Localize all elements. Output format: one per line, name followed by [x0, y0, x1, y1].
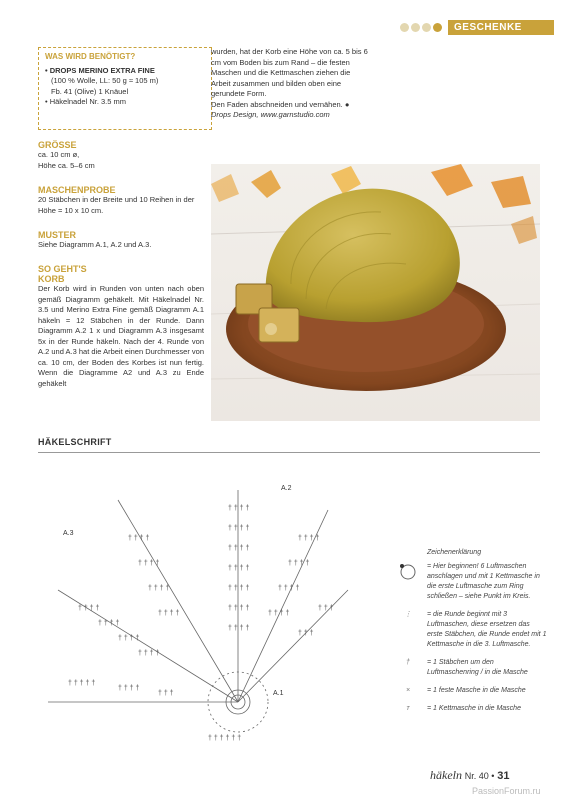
- svg-text:† † † †: † † † †: [268, 610, 290, 617]
- legend-text: = Hier beginnen! 6 Luftmaschen anschlagen und mit 1 Kettmasche in die erste Luftmasche zum Ring schließen – siehe Punkt im Kreis.: [427, 563, 540, 600]
- svg-text:† † † †: † † † †: [228, 585, 250, 592]
- size-heading: GRÖSSE: [38, 140, 77, 150]
- yarn-color: Fb. 41 (Olive) 1 Knäuel: [51, 86, 129, 96]
- legend-text: = 1 feste Masche in die Masche: [427, 687, 526, 694]
- hook-size: • Häkelnadel Nr. 3.5 mm: [45, 97, 126, 106]
- slip-stitch-icon: ᴛ: [406, 705, 410, 712]
- svg-text:† † † †: † † † †: [228, 605, 250, 612]
- yarn-composition: (100 % Wolle, LL: 50 g ≈ 105 m): [51, 76, 159, 85]
- legend: [397, 549, 547, 722]
- nav-dot: [411, 23, 420, 32]
- gauge-heading: MASCHENPROBE: [38, 185, 116, 195]
- svg-text:† † † †: † † † †: [158, 610, 180, 617]
- size-line1: ca. 10 cm ø,: [38, 150, 80, 159]
- diagram-label-a2: A.2: [281, 485, 292, 492]
- page-footer: [430, 768, 509, 783]
- legend-text: = 1 Kettmasche in die Masche: [427, 705, 521, 712]
- magic-ring-icon: [397, 562, 419, 602]
- materials-title: WAS WIRD BENÖTIGT?: [45, 52, 136, 61]
- svg-text:† † † †: † † † †: [228, 565, 250, 572]
- svg-text:† † † †: † † † †: [228, 525, 250, 532]
- svg-text:† † † †: † † † †: [148, 585, 170, 592]
- svg-text:† † † †: † † † †: [118, 685, 140, 692]
- legend-item: [397, 562, 547, 602]
- svg-text:† † † †: † † † †: [228, 545, 250, 552]
- legend-text: = 1 Stäbchen um den Luftmaschenring / in die Masche: [427, 659, 528, 676]
- chain-start-icon: ⋮: [404, 611, 412, 618]
- materials-box: [38, 47, 212, 130]
- basket-photo: [211, 164, 540, 421]
- diagram-label-a1: A.1: [273, 690, 284, 697]
- pattern-heading: MUSTER: [38, 230, 76, 240]
- legend-item: [397, 658, 547, 678]
- pattern-section: [38, 230, 204, 251]
- legend-item: [397, 704, 547, 714]
- gauge-text: 20 Stäbchen in der Breite und 10 Reihen in der Höhe = 10 x 10 cm.: [38, 195, 195, 215]
- magazine-name: häkeln: [430, 768, 462, 782]
- double-crochet-icon: †: [406, 659, 410, 666]
- page-number: 31: [497, 770, 510, 782]
- svg-text:† † † †: † † † †: [228, 505, 250, 512]
- svg-text:† † † †: † † † †: [138, 650, 160, 657]
- single-crochet-icon: ×: [405, 687, 411, 694]
- svg-text:† † † †: † † † †: [138, 560, 160, 567]
- svg-text:† † † †: † † † †: [278, 585, 300, 592]
- continuation-text: [211, 47, 371, 121]
- finish-line: Den Faden abschneiden und vernähen. ●: [211, 99, 350, 109]
- basket-photo-illustration: [211, 164, 540, 421]
- crochet-diagram: [38, 470, 378, 780]
- svg-text:† † † †: † † † †: [288, 560, 310, 567]
- pattern-text: Siehe Diagramm A.1, A.2 und A.3.: [38, 240, 152, 249]
- issue-number: Nr. 40 •: [464, 771, 495, 781]
- svg-text:† † † †: † † † †: [78, 605, 100, 612]
- svg-text:† † † † † †: † † † † † †: [208, 735, 242, 742]
- svg-text:† † †: † † †: [298, 630, 314, 637]
- nav-dot: [400, 23, 409, 32]
- nav-dot: [433, 23, 442, 32]
- header-bar: [400, 20, 554, 35]
- legend-text: = die Runde beginnt mit 3 Luftmaschen, diese ersetzen das erste Stäbchen, die Runde endet mit 1 Kettmasche in die 3. Luftmasche.: [427, 611, 547, 648]
- howto-section: [38, 264, 204, 389]
- size-line2: Höhe ca. 5–6 cm: [38, 160, 95, 170]
- section-divider: [38, 452, 540, 453]
- continuation-paragraph: wurden, hat der Korb eine Höhe von ca. 5 bis 6 cm vom Boden bis zum Rand – die festen Maschen und die Kettmaschen ziehen die Arbeit zusammen und bilden oben eine gerundete Form.: [211, 47, 368, 98]
- svg-text:† † † †: † † † †: [228, 625, 250, 632]
- svg-text:† † †: † † †: [318, 605, 334, 612]
- stitch-symbols: [68, 505, 334, 742]
- howto-text: Der Korb wird in Runden von unten nach oben gemäß Diagramm gehäkelt. Mit Häkelnadel Nr. 3.5 und Merino Extra Fine gemäß Diagramm A.1 häkeln = 12 Stäbchen in der Runde. Dann Diagramm A.2 1 x und Diagramm A.3 insgesamt 5x in der Runde häkeln. Nach der 4. Runde von A.2 und A.3 hat die Arbeit einen Durchmesser von ca. 10 cm, der Boden des Korbes ist nun fertig. Wenn die Diagramme A2 und A.3 zu Ende gehäkelt: [38, 284, 204, 388]
- svg-text:† † † †: † † † †: [128, 535, 150, 542]
- howto-heading: SO GEHT'S: [38, 264, 87, 274]
- svg-text:† † †: † † †: [158, 690, 174, 697]
- section-tag: GESCHENKE: [448, 20, 554, 35]
- diagram-label-a3: A.3: [63, 530, 74, 537]
- svg-text:† † † † †: † † † † †: [68, 680, 96, 687]
- size-section: [38, 140, 204, 171]
- svg-text:† † † †: † † † †: [98, 620, 120, 627]
- legend-item: [397, 610, 547, 650]
- yarn-name: • DROPS MERINO EXTRA FINE: [45, 65, 155, 75]
- basket-heading: KORB: [38, 274, 65, 284]
- svg-text:† † † †: † † † †: [118, 635, 140, 642]
- gauge-section: [38, 185, 204, 216]
- svg-text:† † † †: † † † †: [298, 535, 320, 542]
- nav-dot: [422, 23, 431, 32]
- legend-item: [397, 686, 547, 696]
- design-credit: Drops Design, www.garnstudio.com: [211, 110, 330, 119]
- legend-title: Zeichenerklärung: [427, 549, 482, 556]
- watermark: PassionForum.ru: [472, 786, 541, 796]
- chart-section-title: HÄKELSCHRIFT: [38, 437, 112, 447]
